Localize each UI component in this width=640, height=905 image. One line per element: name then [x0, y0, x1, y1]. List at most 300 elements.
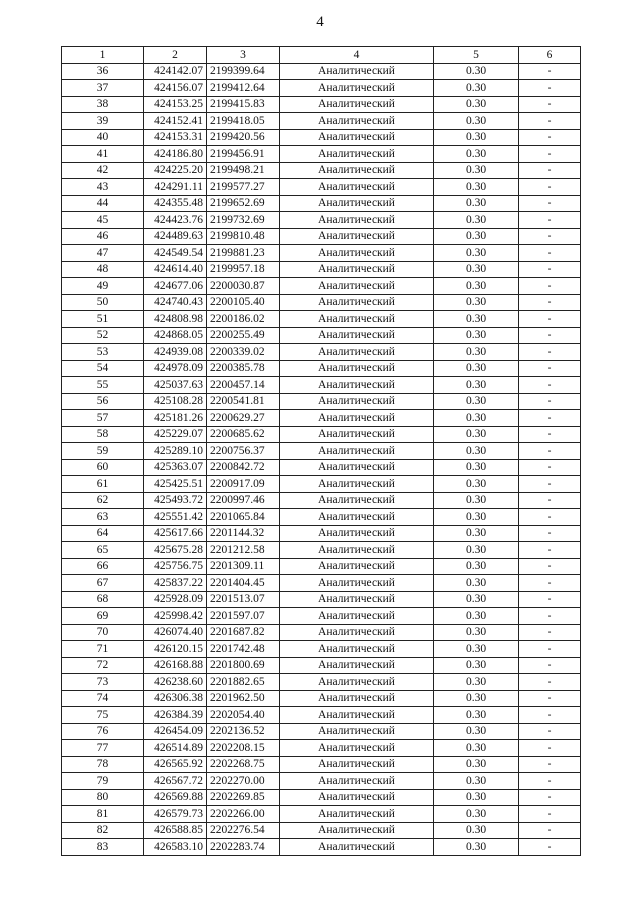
- x-coordinate-cell: 424153.25: [144, 96, 207, 113]
- accuracy-cell: 0.30: [434, 575, 519, 592]
- y-coordinate-cell: 2200756.37: [207, 443, 280, 460]
- note-cell: -: [519, 525, 581, 542]
- point-number-cell: 40: [62, 129, 144, 146]
- note-cell: -: [519, 839, 581, 856]
- page-number: 4: [316, 14, 324, 30]
- accuracy-cell: 0.30: [434, 393, 519, 410]
- method-cell: Аналитический: [280, 756, 434, 773]
- x-coordinate-cell: 424153.31: [144, 129, 207, 146]
- point-number-cell: 80: [62, 789, 144, 806]
- x-coordinate-cell: 425289.10: [144, 443, 207, 460]
- point-number-cell: 44: [62, 195, 144, 212]
- accuracy-cell: 0.30: [434, 509, 519, 526]
- accuracy-cell: 0.30: [434, 327, 519, 344]
- note-cell: -: [519, 773, 581, 790]
- accuracy-cell: 0.30: [434, 96, 519, 113]
- point-number-cell: 72: [62, 657, 144, 674]
- note-cell: -: [519, 278, 581, 295]
- method-cell: Аналитический: [280, 360, 434, 377]
- point-number-cell: 59: [62, 443, 144, 460]
- table-row: [62, 179, 581, 196]
- method-cell: Аналитический: [280, 443, 434, 460]
- y-coordinate-cell: 2200917.09: [207, 476, 280, 493]
- note-cell: -: [519, 146, 581, 163]
- accuracy-cell: 0.30: [434, 839, 519, 856]
- x-coordinate-cell: 424939.08: [144, 344, 207, 361]
- note-cell: -: [519, 707, 581, 724]
- point-number-cell: 47: [62, 245, 144, 262]
- y-coordinate-cell: 2199418.05: [207, 113, 280, 130]
- table-row: [62, 575, 581, 592]
- y-coordinate-cell: 2199881.23: [207, 245, 280, 262]
- x-coordinate-cell: 425928.09: [144, 591, 207, 608]
- accuracy-cell: 0.30: [434, 822, 519, 839]
- column-header: 6: [519, 47, 581, 64]
- table-row: [62, 839, 581, 856]
- accuracy-cell: 0.30: [434, 492, 519, 509]
- point-number-cell: 51: [62, 311, 144, 328]
- method-cell: Аналитический: [280, 245, 434, 262]
- table-row: [62, 723, 581, 740]
- x-coordinate-cell: 426168.88: [144, 657, 207, 674]
- accuracy-cell: 0.30: [434, 624, 519, 641]
- table-header-row: [62, 47, 581, 64]
- accuracy-cell: 0.30: [434, 278, 519, 295]
- table-row: [62, 245, 581, 262]
- table-row: [62, 525, 581, 542]
- point-number-cell: 67: [62, 575, 144, 592]
- accuracy-cell: 0.30: [434, 212, 519, 229]
- note-cell: -: [519, 509, 581, 526]
- note-cell: -: [519, 756, 581, 773]
- x-coordinate-cell: 424868.05: [144, 327, 207, 344]
- note-cell: -: [519, 822, 581, 839]
- y-coordinate-cell: 2201212.58: [207, 542, 280, 559]
- accuracy-cell: 0.30: [434, 261, 519, 278]
- point-number-cell: 57: [62, 410, 144, 427]
- x-coordinate-cell: 424423.76: [144, 212, 207, 229]
- x-coordinate-cell: 424677.06: [144, 278, 207, 295]
- y-coordinate-cell: 2200541.81: [207, 393, 280, 410]
- x-coordinate-cell: 425037.63: [144, 377, 207, 394]
- note-cell: -: [519, 674, 581, 691]
- point-number-cell: 66: [62, 558, 144, 575]
- note-cell: -: [519, 377, 581, 394]
- table-row: [62, 195, 581, 212]
- point-number-cell: 74: [62, 690, 144, 707]
- point-number-cell: 77: [62, 740, 144, 757]
- point-number-cell: 68: [62, 591, 144, 608]
- table-row: [62, 410, 581, 427]
- point-number-cell: 83: [62, 839, 144, 856]
- method-cell: Аналитический: [280, 80, 434, 97]
- x-coordinate-cell: 426588.85: [144, 822, 207, 839]
- x-coordinate-cell: 425229.07: [144, 426, 207, 443]
- point-number-cell: 70: [62, 624, 144, 641]
- x-coordinate-cell: 424291.11: [144, 179, 207, 196]
- point-number-cell: 81: [62, 806, 144, 823]
- x-coordinate-cell: 426074.40: [144, 624, 207, 641]
- method-cell: Аналитический: [280, 575, 434, 592]
- note-cell: -: [519, 806, 581, 823]
- note-cell: -: [519, 311, 581, 328]
- accuracy-cell: 0.30: [434, 690, 519, 707]
- method-cell: Аналитический: [280, 608, 434, 625]
- table-row: [62, 393, 581, 410]
- accuracy-cell: 0.30: [434, 756, 519, 773]
- y-coordinate-cell: 2201144.32: [207, 525, 280, 542]
- method-cell: Аналитический: [280, 558, 434, 575]
- table-row: [62, 261, 581, 278]
- x-coordinate-cell: 424355.48: [144, 195, 207, 212]
- y-coordinate-cell: 2202268.75: [207, 756, 280, 773]
- note-cell: -: [519, 591, 581, 608]
- method-cell: Аналитический: [280, 542, 434, 559]
- table-body: [62, 63, 581, 855]
- accuracy-cell: 0.30: [434, 608, 519, 625]
- accuracy-cell: 0.30: [434, 162, 519, 179]
- accuracy-cell: 0.30: [434, 707, 519, 724]
- y-coordinate-cell: 2202208.15: [207, 740, 280, 757]
- x-coordinate-cell: 424614.40: [144, 261, 207, 278]
- y-coordinate-cell: 2199957.18: [207, 261, 280, 278]
- table-row: [62, 113, 581, 130]
- table-row: [62, 707, 581, 724]
- x-coordinate-cell: 426384.39: [144, 707, 207, 724]
- method-cell: Аналитический: [280, 96, 434, 113]
- point-number-cell: 38: [62, 96, 144, 113]
- y-coordinate-cell: 2201597.07: [207, 608, 280, 625]
- accuracy-cell: 0.30: [434, 195, 519, 212]
- x-coordinate-cell: 424978.09: [144, 360, 207, 377]
- x-coordinate-cell: 426579.73: [144, 806, 207, 823]
- x-coordinate-cell: 426565.92: [144, 756, 207, 773]
- note-cell: -: [519, 63, 581, 80]
- y-coordinate-cell: 2199577.27: [207, 179, 280, 196]
- table-row: [62, 492, 581, 509]
- table-row: [62, 806, 581, 823]
- y-coordinate-cell: 2200030.87: [207, 278, 280, 295]
- accuracy-cell: 0.30: [434, 740, 519, 757]
- method-cell: Аналитический: [280, 459, 434, 476]
- accuracy-cell: 0.30: [434, 525, 519, 542]
- table-row: [62, 542, 581, 559]
- note-cell: -: [519, 179, 581, 196]
- method-cell: Аналитический: [280, 806, 434, 823]
- table-row: [62, 641, 581, 658]
- point-number-cell: 65: [62, 542, 144, 559]
- x-coordinate-cell: 426306.38: [144, 690, 207, 707]
- note-cell: -: [519, 624, 581, 641]
- y-coordinate-cell: 2199415.83: [207, 96, 280, 113]
- point-number-cell: 52: [62, 327, 144, 344]
- method-cell: Аналитический: [280, 63, 434, 80]
- point-number-cell: 82: [62, 822, 144, 839]
- column-header: 5: [434, 47, 519, 64]
- x-coordinate-cell: 425998.42: [144, 608, 207, 625]
- table-row: [62, 426, 581, 443]
- point-number-cell: 62: [62, 492, 144, 509]
- accuracy-cell: 0.30: [434, 245, 519, 262]
- note-cell: -: [519, 608, 581, 625]
- method-cell: Аналитический: [280, 426, 434, 443]
- note-cell: -: [519, 542, 581, 559]
- note-cell: -: [519, 575, 581, 592]
- y-coordinate-cell: 2202276.54: [207, 822, 280, 839]
- point-number-cell: 37: [62, 80, 144, 97]
- accuracy-cell: 0.30: [434, 129, 519, 146]
- y-coordinate-cell: 2199412.64: [207, 80, 280, 97]
- y-coordinate-cell: 2202054.40: [207, 707, 280, 724]
- method-cell: Аналитический: [280, 212, 434, 229]
- note-cell: -: [519, 129, 581, 146]
- note-cell: -: [519, 459, 581, 476]
- x-coordinate-cell: 425425.51: [144, 476, 207, 493]
- x-coordinate-cell: 426238.60: [144, 674, 207, 691]
- column-header: 1: [62, 47, 144, 64]
- note-cell: -: [519, 113, 581, 130]
- note-cell: -: [519, 327, 581, 344]
- point-number-cell: 60: [62, 459, 144, 476]
- method-cell: Аналитический: [280, 393, 434, 410]
- table-row: [62, 773, 581, 790]
- accuracy-cell: 0.30: [434, 806, 519, 823]
- method-cell: Аналитический: [280, 707, 434, 724]
- table-row: [62, 558, 581, 575]
- method-cell: Аналитический: [280, 789, 434, 806]
- accuracy-cell: 0.30: [434, 113, 519, 130]
- accuracy-cell: 0.30: [434, 179, 519, 196]
- note-cell: -: [519, 690, 581, 707]
- y-coordinate-cell: 2201800.69: [207, 657, 280, 674]
- note-cell: -: [519, 740, 581, 757]
- accuracy-cell: 0.30: [434, 426, 519, 443]
- method-cell: Аналитический: [280, 179, 434, 196]
- x-coordinate-cell: 424142.07: [144, 63, 207, 80]
- table-row: [62, 674, 581, 691]
- note-cell: -: [519, 443, 581, 460]
- method-cell: Аналитический: [280, 261, 434, 278]
- method-cell: Аналитический: [280, 195, 434, 212]
- point-number-cell: 55: [62, 377, 144, 394]
- accuracy-cell: 0.30: [434, 360, 519, 377]
- method-cell: Аналитический: [280, 278, 434, 295]
- y-coordinate-cell: 2201513.07: [207, 591, 280, 608]
- table-row: [62, 690, 581, 707]
- point-number-cell: 56: [62, 393, 144, 410]
- point-number-cell: 69: [62, 608, 144, 625]
- accuracy-cell: 0.30: [434, 723, 519, 740]
- method-cell: Аналитический: [280, 674, 434, 691]
- method-cell: Аналитический: [280, 294, 434, 311]
- point-number-cell: 76: [62, 723, 144, 740]
- x-coordinate-cell: 424740.43: [144, 294, 207, 311]
- y-coordinate-cell: 2202266.00: [207, 806, 280, 823]
- accuracy-cell: 0.30: [434, 542, 519, 559]
- method-cell: Аналитический: [280, 591, 434, 608]
- y-coordinate-cell: 2199420.56: [207, 129, 280, 146]
- method-cell: Аналитический: [280, 624, 434, 641]
- note-cell: -: [519, 723, 581, 740]
- method-cell: Аналитический: [280, 228, 434, 245]
- method-cell: Аналитический: [280, 740, 434, 757]
- table-row: [62, 756, 581, 773]
- accuracy-cell: 0.30: [434, 657, 519, 674]
- x-coordinate-cell: 426514.89: [144, 740, 207, 757]
- method-cell: Аналитический: [280, 344, 434, 361]
- note-cell: -: [519, 492, 581, 509]
- note-cell: -: [519, 558, 581, 575]
- y-coordinate-cell: 2200385.78: [207, 360, 280, 377]
- accuracy-cell: 0.30: [434, 674, 519, 691]
- x-coordinate-cell: 425551.42: [144, 509, 207, 526]
- method-cell: Аналитический: [280, 113, 434, 130]
- point-number-cell: 50: [62, 294, 144, 311]
- method-cell: Аналитический: [280, 410, 434, 427]
- point-number-cell: 39: [62, 113, 144, 130]
- table-row: [62, 360, 581, 377]
- table-row: [62, 80, 581, 97]
- accuracy-cell: 0.30: [434, 410, 519, 427]
- table-row: [62, 443, 581, 460]
- y-coordinate-cell: 2201962.50: [207, 690, 280, 707]
- y-coordinate-cell: 2199810.48: [207, 228, 280, 245]
- y-coordinate-cell: 2202270.00: [207, 773, 280, 790]
- column-header: 4: [280, 47, 434, 64]
- point-number-cell: 41: [62, 146, 144, 163]
- method-cell: Аналитический: [280, 525, 434, 542]
- method-cell: Аналитический: [280, 311, 434, 328]
- method-cell: Аналитический: [280, 773, 434, 790]
- note-cell: -: [519, 344, 581, 361]
- note-cell: -: [519, 426, 581, 443]
- table-row: [62, 294, 581, 311]
- table-row: [62, 624, 581, 641]
- x-coordinate-cell: 425617.66: [144, 525, 207, 542]
- point-number-cell: 78: [62, 756, 144, 773]
- x-coordinate-cell: 425181.26: [144, 410, 207, 427]
- y-coordinate-cell: 2202136.52: [207, 723, 280, 740]
- y-coordinate-cell: 2201742.48: [207, 641, 280, 658]
- accuracy-cell: 0.30: [434, 476, 519, 493]
- accuracy-cell: 0.30: [434, 228, 519, 245]
- point-number-cell: 49: [62, 278, 144, 295]
- note-cell: -: [519, 96, 581, 113]
- point-number-cell: 45: [62, 212, 144, 229]
- x-coordinate-cell: 426567.72: [144, 773, 207, 790]
- accuracy-cell: 0.30: [434, 443, 519, 460]
- y-coordinate-cell: 2200255.49: [207, 327, 280, 344]
- table-row: [62, 327, 581, 344]
- x-coordinate-cell: 425837.22: [144, 575, 207, 592]
- table-row: [62, 377, 581, 394]
- accuracy-cell: 0.30: [434, 344, 519, 361]
- point-number-cell: 64: [62, 525, 144, 542]
- note-cell: -: [519, 245, 581, 262]
- accuracy-cell: 0.30: [434, 146, 519, 163]
- x-coordinate-cell: 424152.41: [144, 113, 207, 130]
- method-cell: Аналитический: [280, 327, 434, 344]
- note-cell: -: [519, 641, 581, 658]
- coordinates-table: [61, 46, 581, 856]
- point-number-cell: 63: [62, 509, 144, 526]
- accuracy-cell: 0.30: [434, 591, 519, 608]
- x-coordinate-cell: 424186.80: [144, 146, 207, 163]
- method-cell: Аналитический: [280, 723, 434, 740]
- table-row: [62, 822, 581, 839]
- method-cell: Аналитический: [280, 146, 434, 163]
- table-row: [62, 476, 581, 493]
- point-number-cell: 61: [62, 476, 144, 493]
- note-cell: -: [519, 360, 581, 377]
- method-cell: Аналитический: [280, 476, 434, 493]
- method-cell: Аналитический: [280, 822, 434, 839]
- point-number-cell: 42: [62, 162, 144, 179]
- table-row: [62, 789, 581, 806]
- point-number-cell: 58: [62, 426, 144, 443]
- note-cell: -: [519, 476, 581, 493]
- note-cell: -: [519, 228, 581, 245]
- x-coordinate-cell: 426569.88: [144, 789, 207, 806]
- table-row: [62, 212, 581, 229]
- y-coordinate-cell: 2201065.84: [207, 509, 280, 526]
- y-coordinate-cell: 2200339.02: [207, 344, 280, 361]
- note-cell: -: [519, 410, 581, 427]
- note-cell: -: [519, 294, 581, 311]
- table-row: [62, 311, 581, 328]
- x-coordinate-cell: 425363.07: [144, 459, 207, 476]
- x-coordinate-cell: 425756.75: [144, 558, 207, 575]
- table-row: [62, 344, 581, 361]
- y-coordinate-cell: 2199498.21: [207, 162, 280, 179]
- note-cell: -: [519, 80, 581, 97]
- column-header: 3: [207, 47, 280, 64]
- y-coordinate-cell: 2200105.40: [207, 294, 280, 311]
- note-cell: -: [519, 789, 581, 806]
- note-cell: -: [519, 162, 581, 179]
- y-coordinate-cell: 2200457.14: [207, 377, 280, 394]
- point-number-cell: 43: [62, 179, 144, 196]
- y-coordinate-cell: 2201687.82: [207, 624, 280, 641]
- accuracy-cell: 0.30: [434, 789, 519, 806]
- x-coordinate-cell: 426454.09: [144, 723, 207, 740]
- note-cell: -: [519, 195, 581, 212]
- y-coordinate-cell: 2200685.62: [207, 426, 280, 443]
- y-coordinate-cell: 2200186.02: [207, 311, 280, 328]
- x-coordinate-cell: 424225.20: [144, 162, 207, 179]
- y-coordinate-cell: 2199732.69: [207, 212, 280, 229]
- y-coordinate-cell: 2201882.65: [207, 674, 280, 691]
- method-cell: Аналитический: [280, 690, 434, 707]
- column-header: 2: [144, 47, 207, 64]
- point-number-cell: 71: [62, 641, 144, 658]
- accuracy-cell: 0.30: [434, 459, 519, 476]
- method-cell: Аналитический: [280, 641, 434, 658]
- y-coordinate-cell: 2199456.91: [207, 146, 280, 163]
- table-row: [62, 146, 581, 163]
- x-coordinate-cell: 424156.07: [144, 80, 207, 97]
- table-row: [62, 129, 581, 146]
- note-cell: -: [519, 212, 581, 229]
- accuracy-cell: 0.30: [434, 558, 519, 575]
- x-coordinate-cell: 425108.28: [144, 393, 207, 410]
- x-coordinate-cell: 426120.15: [144, 641, 207, 658]
- table-row: [62, 96, 581, 113]
- accuracy-cell: 0.30: [434, 294, 519, 311]
- accuracy-cell: 0.30: [434, 773, 519, 790]
- table-row: [62, 608, 581, 625]
- y-coordinate-cell: 2199652.69: [207, 195, 280, 212]
